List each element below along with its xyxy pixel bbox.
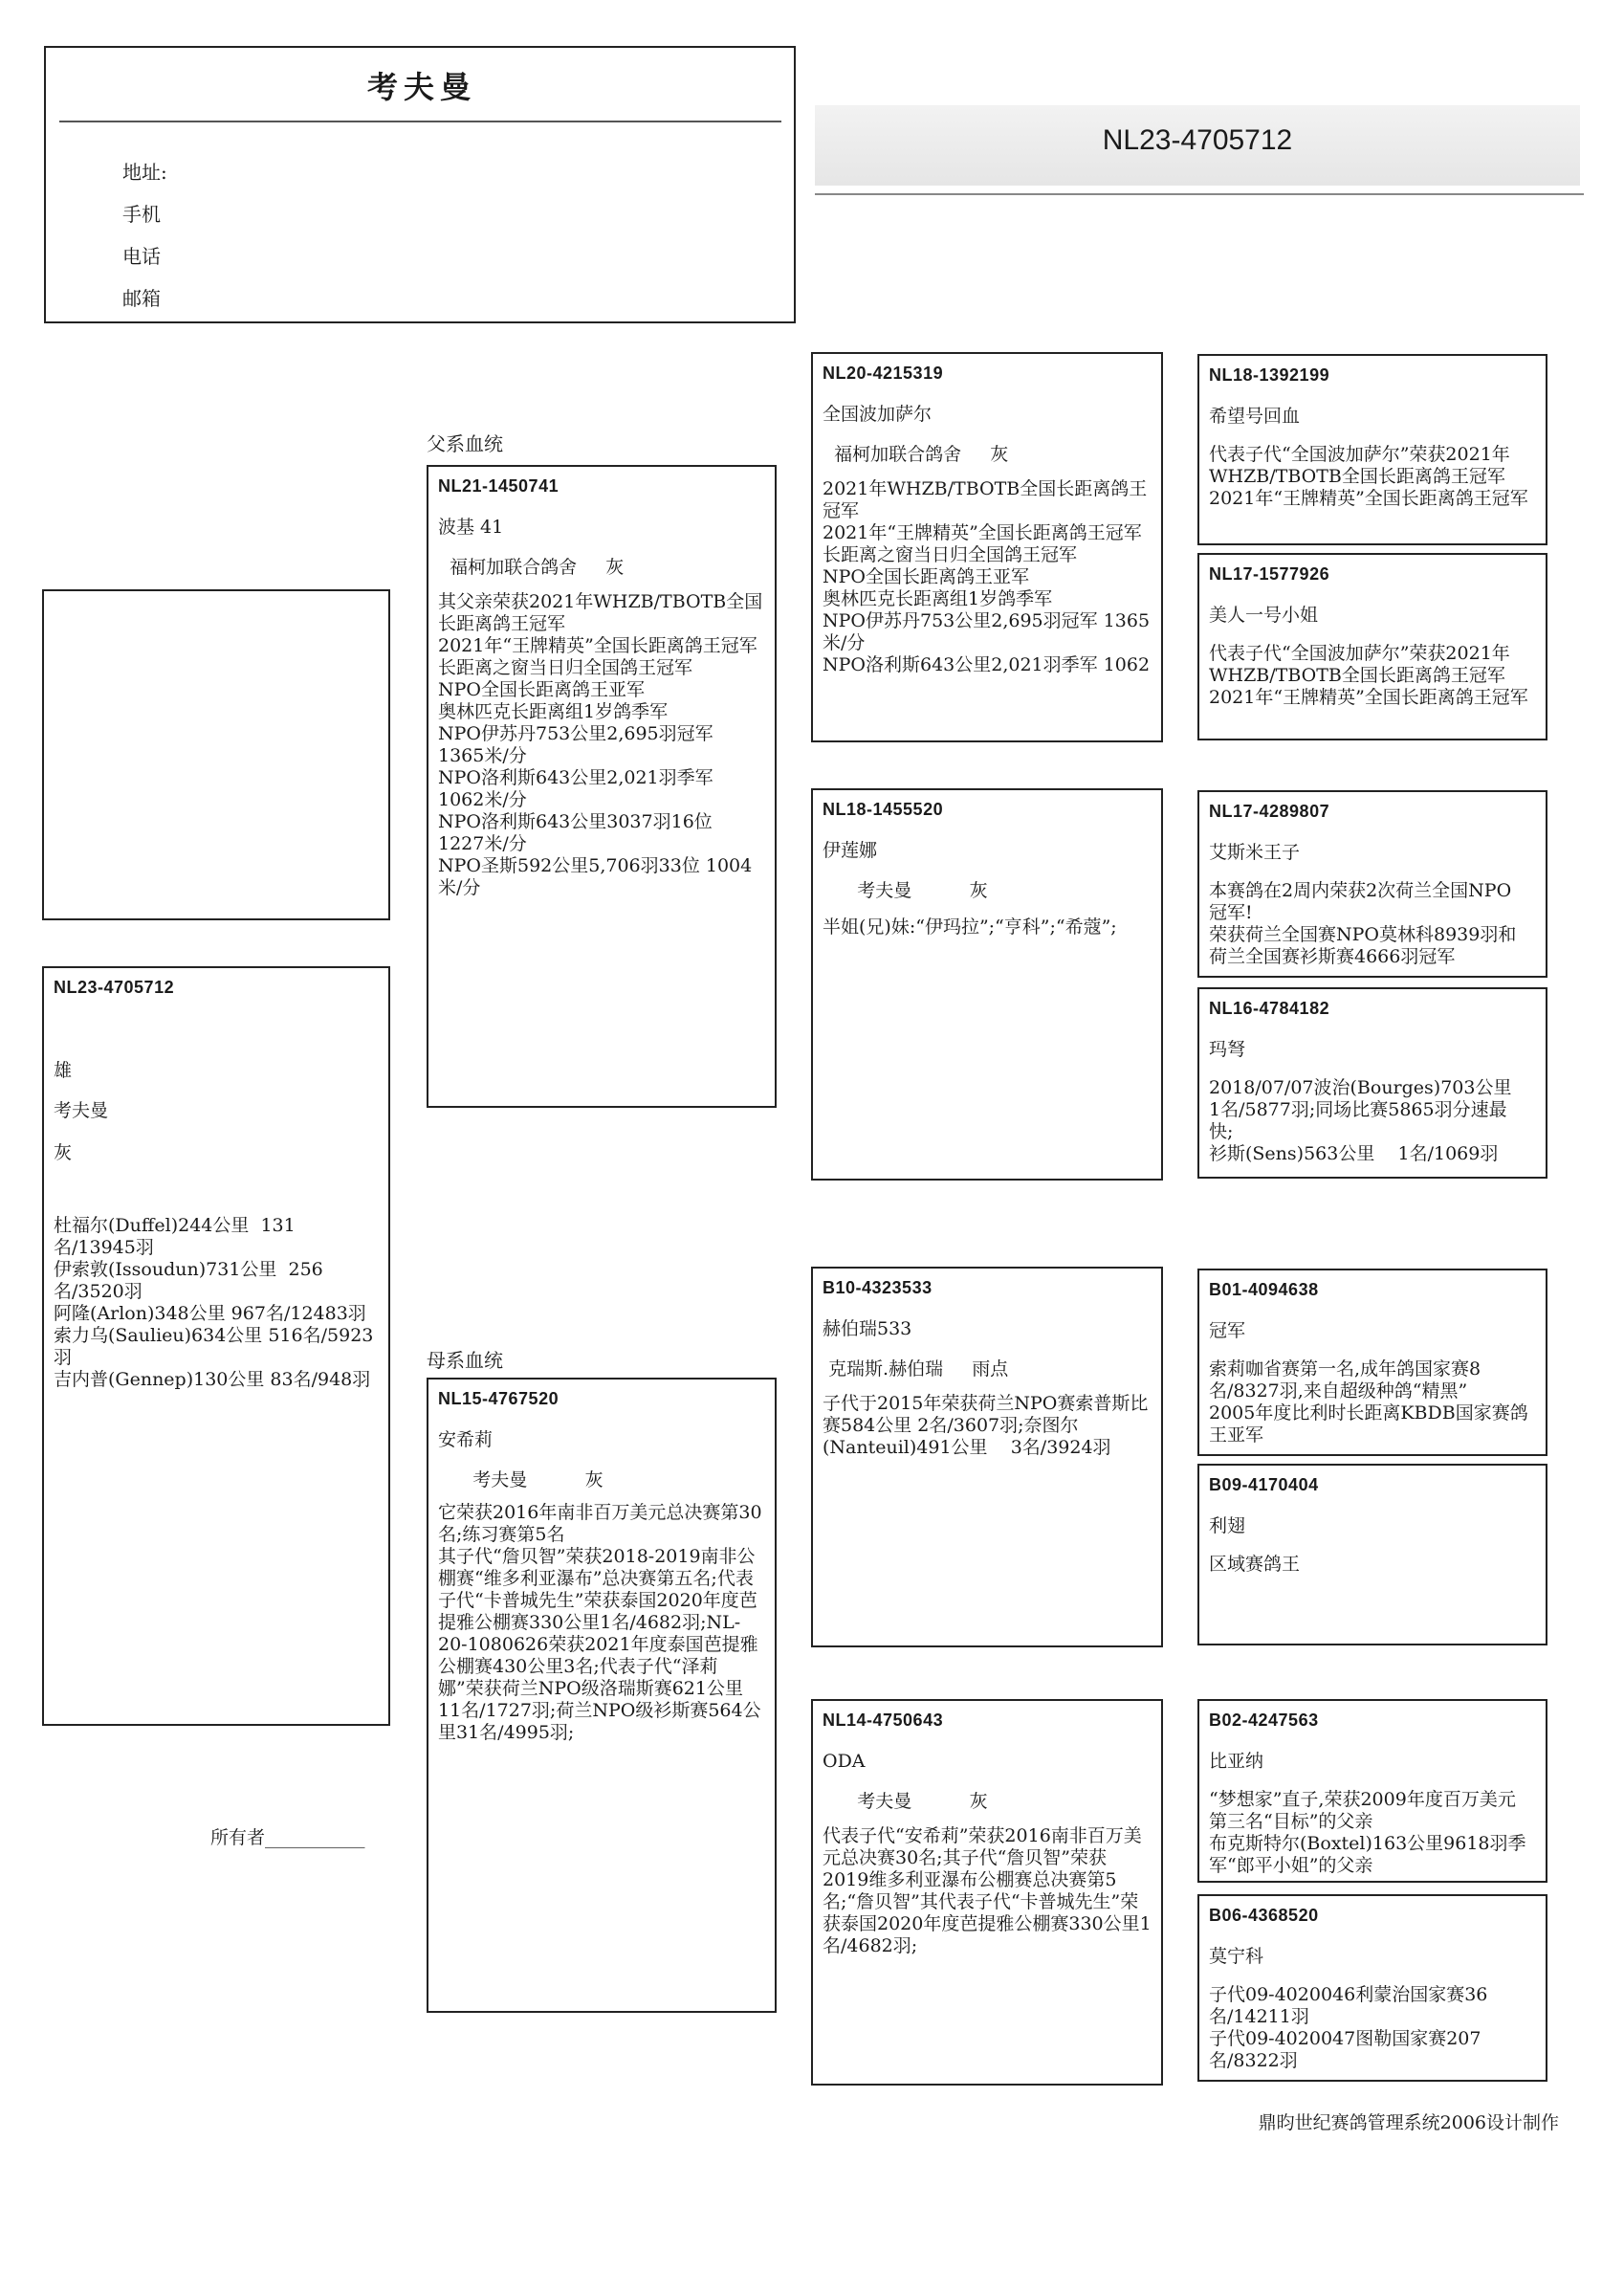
grandparent-notes: 代表子代“安希莉”荣获2016南非百万美元总决赛30名;其子代“詹贝智”荣获2019维多利亚瀑布公棚赛总决赛第5名;“詹贝智”其代表子代“卡普城先生”荣获泰国2020年度芭提雅公棚赛330公里1名/4682羽; xyxy=(823,1825,1152,1956)
owner-signature: 所有者___________ xyxy=(210,1827,365,1848)
great-grandparent-box-2 xyxy=(1197,553,1547,740)
great-grandparent-name: 美人一号小姐 xyxy=(1209,605,1319,626)
grandparent-loft-color: 考夫曼 灰 xyxy=(823,1791,988,1812)
great-grandparent-ring: B02-4247563 xyxy=(1209,1711,1319,1730)
grandparent-box-sire-dam xyxy=(811,788,1163,1181)
great-grandparent-ring: B06-4368520 xyxy=(1209,1906,1319,1925)
field-address: 地址: xyxy=(122,161,167,184)
ring-title-underline xyxy=(815,193,1584,195)
field-email: 邮箱 xyxy=(122,287,161,310)
subject-box xyxy=(42,966,390,1726)
subject-color: 灰 xyxy=(54,1142,73,1163)
grandparent-loft-color: 福柯加联合鸽舍 灰 xyxy=(823,444,1009,465)
great-grandparent-ring: B01-4094638 xyxy=(1209,1280,1319,1299)
grandparent-ring: B10-4323533 xyxy=(823,1278,933,1297)
sire-name: 波基 41 xyxy=(438,517,504,538)
great-grandparent-box-5 xyxy=(1197,1269,1547,1456)
great-grandparent-box-4 xyxy=(1197,987,1547,1179)
grandparent-ring: NL14-4750643 xyxy=(823,1711,944,1730)
footer-credit: 鼎昀世纪赛鸽管理系统2006设计制作 xyxy=(1258,2112,1559,2133)
sire-ring: NL21-1450741 xyxy=(438,476,560,496)
great-grandparent-ring: NL17-1577926 xyxy=(1209,564,1330,584)
subject-owner: 考夫曼 xyxy=(54,1100,109,1121)
grandparent-box-sire-sire xyxy=(811,352,1163,742)
great-grandparent-ring: NL17-4289807 xyxy=(1209,802,1330,821)
great-grandparent-box-8 xyxy=(1197,1894,1547,2082)
great-grandparent-box-3 xyxy=(1197,790,1547,978)
photo-placeholder xyxy=(42,589,390,920)
grandparent-notes: 子代于2015年荣获荷兰NPO赛索普斯比赛584公里 2名/3607羽;奈图尔(Nanteuil)491公里 3名/3924羽 xyxy=(823,1393,1149,1458)
ring-title: NL23-4705712 xyxy=(1102,124,1293,156)
owner-divider xyxy=(59,121,781,122)
great-grandparent-ring: B09-4170404 xyxy=(1209,1475,1319,1494)
great-grandparent-notes: 2018/07/07波治(Bourges)703公里 1名/5877羽;同场比赛5865羽分速最快; 衫斯(Sens)563公里 1名/1069羽 xyxy=(1209,1077,1512,1164)
great-grandparent-name: 比亚纳 xyxy=(1209,1751,1264,1772)
grandparent-loft-color: 克瑞斯.赫伯瑞 雨点 xyxy=(823,1358,1009,1380)
subject-ring: NL23-4705712 xyxy=(54,978,175,997)
sire-loft-color: 福柯加联合鸽舍 灰 xyxy=(438,557,625,578)
grandparent-ring: NL18-1455520 xyxy=(823,800,944,819)
dam-box xyxy=(427,1378,777,2013)
great-grandparent-notes: 索莉咖省赛第一名,成年鸽国家赛8名/8327羽,来自超级种鸽“精黑” 2005年度比利时长距离KBDB国家赛鸽王亚军 xyxy=(1209,1358,1528,1446)
grandparent-name: ODA xyxy=(823,1751,866,1772)
great-grandparent-name: 艾斯米王子 xyxy=(1209,842,1301,863)
dam-section-label: 母系血统 xyxy=(427,1349,503,1372)
dam-name: 安希莉 xyxy=(438,1429,494,1450)
great-grandparent-name: 玛弩 xyxy=(1209,1039,1246,1060)
dam-ring: NL15-4767520 xyxy=(438,1389,560,1408)
grandparent-notes: 半姐(兄)妹:“伊玛拉”;“亨科”;“希蔻”; xyxy=(823,916,1117,938)
great-grandparent-notes: “梦想家”直子,荣获2009年度百万美元第三名“目标”的父亲 布克斯特尔(Boxtel)163公里9618羽季军“郎平小姐”的父亲 xyxy=(1209,1789,1526,1876)
great-grandparent-box-7 xyxy=(1197,1699,1547,1883)
great-grandparent-notes: 代表子代“全国波加萨尔”荣获2021年WHZB/TBOTB全国长距离鸽王冠军 2021年“王牌精英”全国长距离鸽王冠军 xyxy=(1209,643,1528,708)
great-grandparent-name: 利翅 xyxy=(1209,1515,1246,1536)
dam-loft-color: 考夫曼 灰 xyxy=(438,1469,604,1490)
great-grandparent-notes: 子代09-4020046利蒙治国家赛36名/14211羽 子代09-4020047图勒国家赛207名/8322羽 xyxy=(1209,1984,1488,2071)
great-grandparent-box-1 xyxy=(1197,354,1547,545)
grandparent-notes: 2021年WHZB/TBOTB全国长距离鸽王冠军 2021年“王牌精英”全国长距离鸽王冠军 长距离之窗当日归全国鸽王冠军 NPO全国长距离鸽王亚军 奥林匹克长距离组1岁鸽季军 NPO伊苏丹753公里2,695羽冠军 1365米/分 NPO洛利斯643公里2,021羽季军 1062 xyxy=(823,478,1151,675)
grandparent-name: 赫伯瑞533 xyxy=(823,1318,912,1339)
grandparent-name: 全国波加萨尔 xyxy=(823,404,933,425)
owner-name: 考夫曼 xyxy=(366,69,476,105)
subject-sex: 雄 xyxy=(54,1060,73,1081)
great-grandparent-notes: 代表子代“全国波加萨尔”荣获2021年WHZB/TBOTB全国长距离鸽王冠军 2021年“王牌精英”全国长距离鸽王冠军 xyxy=(1209,444,1528,509)
great-grandparent-notes: 本赛鸽在2周内荣获2次荷兰全国NPO冠军! 荣获荷兰全国赛NPO莫林科8939羽和荷兰全国赛衫斯赛4666羽冠军 xyxy=(1209,880,1517,967)
dam-notes: 它荣获2016年南非百万美元总决赛第30名;练习赛第5名 其子代“詹贝智”荣获2018-2019南非公棚赛“维多利亚瀑布”总决赛第五名;代表子代“卡普城先生”荣获泰国2020年度芭提雅公棚赛330公里1名/4682羽;NL-20-1080626荣获2021年度泰国芭提雅公棚赛430公里3名;代表子代“泽莉娜”荣获荷兰NPO级洛瑞斯赛621公里11名/1727羽;荷兰NPO级衫斯赛564公里31名/4995羽; xyxy=(438,1502,762,1743)
great-grandparent-ring: NL16-4784182 xyxy=(1209,999,1330,1018)
great-grandparent-name: 希望号回血 xyxy=(1209,406,1301,427)
sire-notes: 其父亲荣获2021年WHZB/TBOTB全国长距离鸽王冠军 2021年“王牌精英”全国长距离鸽王冠军 长距离之窗当日归全国鸽王冠军 NPO全国长距离鸽王亚军 奥林匹克长距离组1岁鸽季军 NPO伊苏丹753公里2,695羽冠军 1365米/分 NPO洛利斯643公里2,021羽季军 1062米/分 NPO洛利斯643公里3037羽16位 1227米/分 NPO圣斯592公里5,706羽33位 1004米/分 xyxy=(438,591,763,898)
great-grandparent-notes: 区域赛鸽王 xyxy=(1209,1554,1301,1575)
sire-box xyxy=(427,465,777,1108)
field-mobile: 手机 xyxy=(122,203,161,226)
great-grandparent-box-6 xyxy=(1197,1464,1547,1645)
grandparent-ring: NL20-4215319 xyxy=(823,364,944,383)
grandparent-box-dam-dam xyxy=(811,1699,1163,2086)
great-grandparent-ring: NL18-1392199 xyxy=(1209,365,1330,385)
grandparent-name: 伊莲娜 xyxy=(823,840,878,861)
subject-results: 杜福尔(Duffel)244公里 131名/13945羽 伊索敦(Issoudun)731公里 256名/3520羽 阿隆(Arlon)348公里 967名/12483羽 索力乌(Saulieu)634公里 516名/5923羽 吉内普(Gennep)130公里 83名/948羽 xyxy=(54,1215,374,1390)
great-grandparent-name: 冠军 xyxy=(1209,1320,1246,1341)
owner-header-box xyxy=(44,46,796,323)
field-phone: 电话 xyxy=(122,245,161,268)
grandparent-loft-color: 考夫曼 灰 xyxy=(823,880,988,901)
sire-section-label: 父系血统 xyxy=(427,432,503,455)
great-grandparent-name: 莫宁科 xyxy=(1209,1946,1264,1967)
grandparent-box-dam-sire xyxy=(811,1267,1163,1647)
